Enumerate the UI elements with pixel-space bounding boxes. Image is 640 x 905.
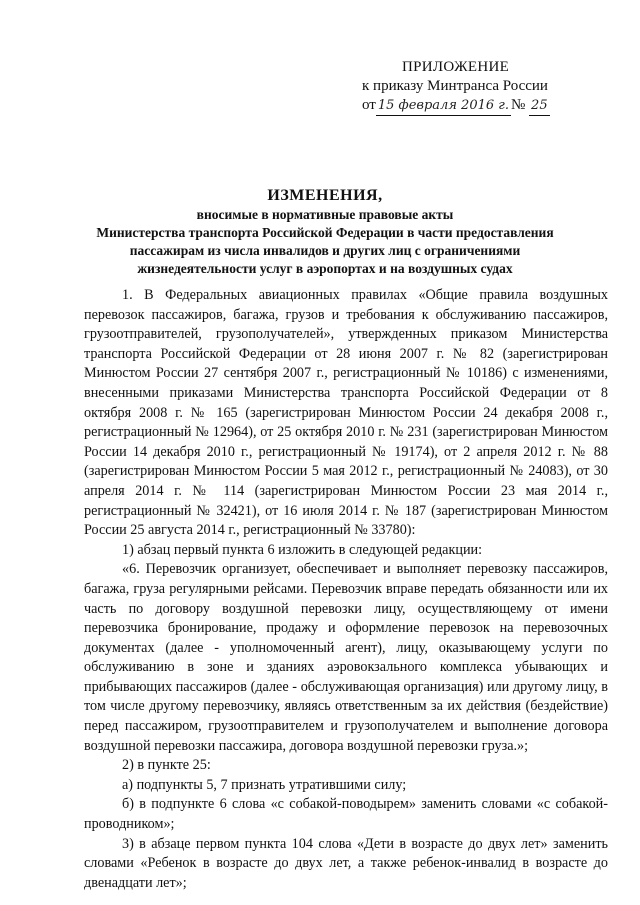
document-body bbox=[84, 286, 608, 893]
heading-subtitle-line: Министерства транспорта Российской Федерации в части предоставления bbox=[96, 225, 554, 240]
heading-subtitle-line: жизнедеятельности услуг в аэропортах и на воздушных судах bbox=[137, 261, 513, 276]
heading-subtitle-line: вносимые в нормативные правовые акты bbox=[196, 207, 454, 222]
paragraph-item-3: 3) в абзаце первом пункта 104 слова «Дети в возрасте до двух лет» заменить словами «Ребенок в возрасте до двух лет, а также ребенок-инвалид в возрасте до двенадцати лет»; bbox=[84, 835, 608, 891]
appendix-title: ПРИЛОЖЕНИЕ bbox=[402, 59, 510, 75]
handwritten-date: 15 февраля 2016 г. bbox=[376, 96, 511, 116]
number-label: № bbox=[510, 97, 526, 113]
paragraph-1: 1. В Федеральных авиационных правилах «Общие правила воздушных перевозок пассажиров, багажа, грузов и требования к обслуживанию пассажиров, грузоотправителей, грузополучателей», утвержденных приказом Министерства транспорта Российской Федерации от 28 июня 2007 г. № 82 (зарегистрирован Минюстом России 27 сентября 2007 г., регистрационный № 10186) с изменениями, внесенными приказами Министерства транспорта Российской Федерации от 8 октября 2008 г. № 165 (зарегистрирован Минюстом России 24 декабря 2008 г., регистрационный № 12964), от 25 октября 2010 г. № 231 (зарегистрирован Минюстом России 14 декабря 2010 г., регистрационный № 19174), от 2 апреля 2012 г. № 88 (зарегистрирован Минюстом России 5 мая 2012 г., регистрационный № 24083), от 30 апреля 2014 г. № 114 (зарегистрирован Минюстом России 23 мая 2014 г., регистрационный № 32421), от 16 июля 2014 г. № 187 (зарегистрирован Минюстом России 25 августа 2014 г., регистрационный № 33780): bbox=[84, 287, 608, 539]
heading-subtitle-line: пассажирам из числа инвалидов и других лиц с ограничениями bbox=[129, 243, 521, 258]
paragraph-subitem-b: б) в подпункте 6 слова «с собакой-поводырем» заменить словами «с собакой-проводником»; bbox=[84, 796, 608, 833]
paragraph-item-1: 1) абзац первый пункта 6 изложить в следующей редакции: bbox=[122, 541, 483, 558]
heading-title: ИЗМЕНЕНИЯ, bbox=[267, 187, 383, 204]
date-prefix: от bbox=[362, 97, 376, 113]
paragraph-item-2: 2) в пункте 25: bbox=[122, 757, 211, 774]
appendix-date-line bbox=[362, 96, 622, 116]
paragraph-quote: «6. Перевозчик организует, обеспечивает и выполняет перевозку пассажиров, багажа, груза регулярными рейсами. Перевозчик вправе передать обязанности или их часть по договору воздушной перевозки лицу, осуществляющему от имени перевозчика бронирование, продажу и оформление перевозок на перевозочных документах (далее - уполномоченный агент), лицу, оказывающему услуги по обслуживанию в зоне и зданиях аэровокзального комплекса убывающих и прибывающих пассажиров (далее - обслуживающая организация) или другому лицу, в том числе другому перевозчику, являясь ответственным за их действия (бездействие) перед пассажиром, грузоотправителем и грузополучателем и выполнение договора воздушной перевозки пассажира, договора воздушной перевозки груза.»; bbox=[84, 561, 608, 754]
paragraph-subitem-a: а) подпункты 5, 7 признать утратившими силу; bbox=[122, 776, 407, 793]
appendix-block bbox=[362, 58, 622, 116]
handwritten-number: 25 bbox=[529, 96, 550, 116]
appendix-order-line: к приказу Минтранса России bbox=[362, 78, 548, 94]
document-heading bbox=[40, 186, 610, 278]
